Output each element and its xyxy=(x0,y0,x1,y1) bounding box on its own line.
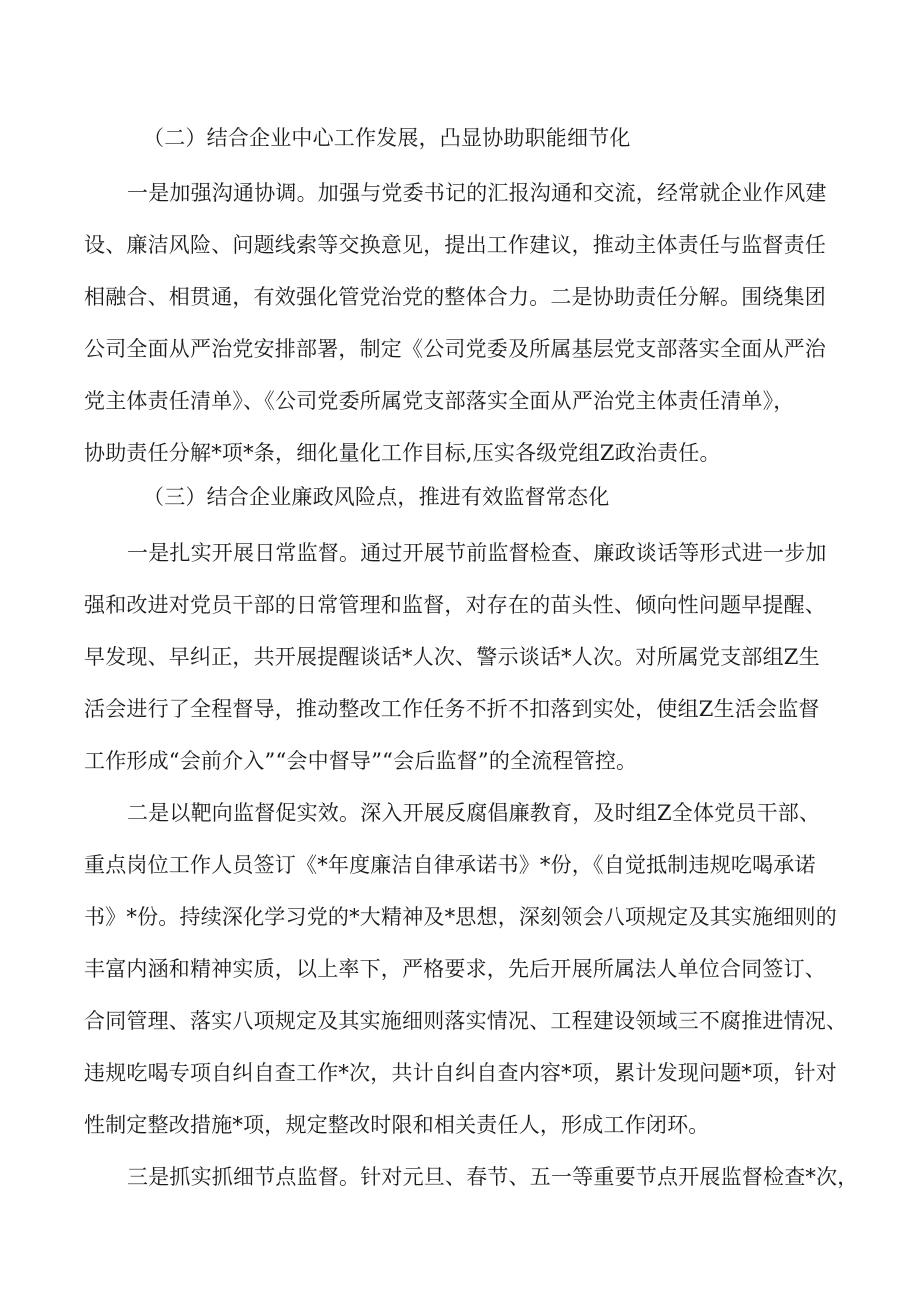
paragraph-line: 合同管理、落实八项规定及其实施细则落实情况、工程建设领域三不腐推进情况、 xyxy=(84,1009,848,1033)
paragraph-line: 早发现、早纠正，共开展提醒谈话*人次、警示谈话*人次。对所属党支部组Z生 xyxy=(84,645,820,669)
paragraph-line: 活会进行了全程督导，推动整改工作任务不折不扣落到实处，使组Z生活会监督 xyxy=(84,697,820,721)
paragraph-line: 工作形成“会前介入”“会中督导”“会后监督”的全流程管控。 xyxy=(84,749,638,773)
paragraph-line: 重点岗位工作人员签订《*年度廉洁自律承诺书》*份，《自觉抵制违规吃喝承诺 xyxy=(84,853,816,877)
section2-heading: （二）结合企业中心工作发展，凸显协助职能细节化 xyxy=(143,126,631,150)
paragraph-line: 三是抓实抓细节点监督。针对元旦、春节、五一等重要节点开展监督检查*次， xyxy=(127,1165,859,1189)
paragraph-line: 一是扎实开展日常监督。通过开展节前监督检查、廉政谈话等形式进一步加 xyxy=(127,541,827,565)
paragraph-line: 书》*份。持续深化学习党的*大精神及*思想，深刻领会八项规定及其实施细则的 xyxy=(84,905,837,929)
paragraph-line: 二是以靶向监督促实效。深入开展反腐倡廉教育，及时组Z全体党员干部、 xyxy=(127,801,821,825)
paragraph-line: 一是加强沟通协调。加强与党委书记的汇报沟通和交流，经常就企业作风建 xyxy=(127,181,827,205)
paragraph-line: 性制定整改措施*项，规定整改时限和相关责任人，形成工作闭环。 xyxy=(84,1113,710,1137)
paragraph-line: 违规吃喝专项自纠自查工作*次，共计自纠自查内容*项，累计发现问题*项，针对 xyxy=(84,1061,837,1085)
section3-heading: （三）结合企业廉政风险点，推进有效监督常态化 xyxy=(143,485,610,509)
paragraph-line: 强和改进对党员干部的日常管理和监督，对存在的苗头性、倾向性问题早提醒、 xyxy=(84,593,826,617)
paragraph-line: 设、廉洁风险、问题线索等交换意见，提出工作建议，推动主体责任与监督责任 xyxy=(84,233,826,257)
paragraph-line: 协助责任分解*项*条，细化量化工作目标,压实各级党组Z政治责任。 xyxy=(84,441,721,465)
paragraph-line: 丰富内涵和精神实质，以上率下，严格要求，先后开展所属法人单位合同签订、 xyxy=(84,957,826,981)
paragraph-line: 相融合、相贯通，有效强化管党治党的整体合力。二是协助责任分解。围绕集团 xyxy=(84,285,826,309)
paragraph-line: 党主体责任清单》、《公司党委所属党支部落实全面从严治党主体责任清单》， xyxy=(84,389,795,413)
paragraph-line: 公司全面从严治党安排部署，制定《公司党委及所属基层党支部落实全面从严治 xyxy=(84,337,826,361)
